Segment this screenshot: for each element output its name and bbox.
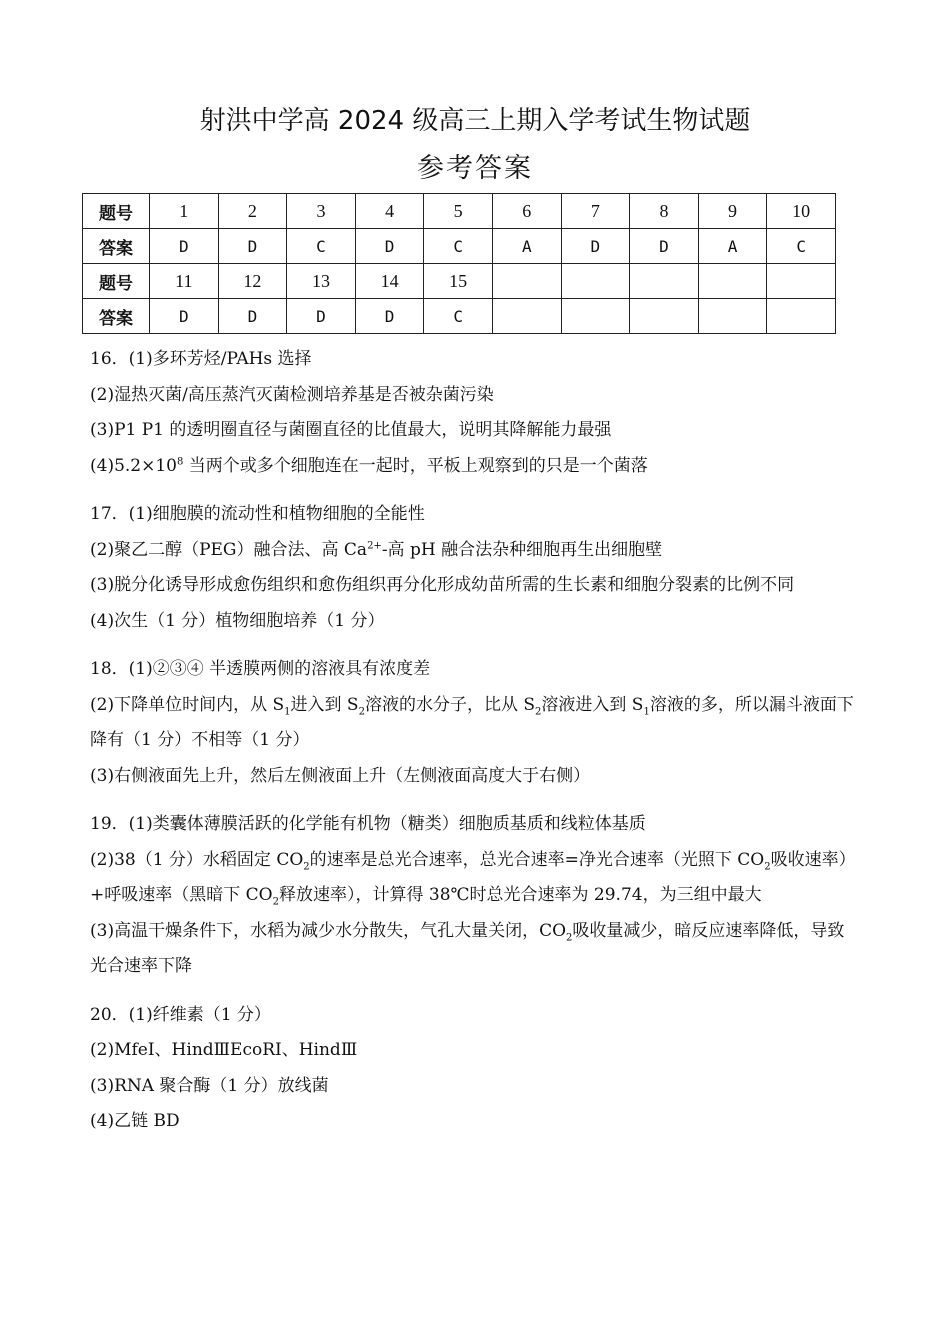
q16-part3: (3)P1 P1 的透明圈直径与菌圈直径的比值最大，说明其降解能力最强 xyxy=(90,420,612,440)
q18-part2-text: 溶液进入到 S xyxy=(541,694,644,715)
q18-part2 xyxy=(90,688,860,759)
answer-cell xyxy=(767,299,836,334)
q19-part2-text: 释放速率），计算得 38℃时总光合速率为 29.74，为三组中最大 xyxy=(278,885,762,905)
subscript: 2 xyxy=(764,860,771,872)
q19-part3-text: (3)高温干燥条件下，水稻为减少水分散失，气孔大量关闭，CO xyxy=(90,920,567,941)
page-subtitle: 参考答案 xyxy=(417,153,533,184)
q19-part2 xyxy=(90,843,860,914)
row-label-number: 题号 xyxy=(83,264,150,299)
answer-table xyxy=(82,193,836,334)
subscript: 2 xyxy=(358,705,365,717)
question-number xyxy=(767,264,836,299)
q19-part3 xyxy=(90,914,860,985)
superscript: 8 xyxy=(177,455,184,467)
q16-part4-text: (4)5.2×10 xyxy=(90,455,177,476)
subscript: 1 xyxy=(284,705,291,717)
q19-part3-text: 吸收量减少，暗反应速率降低，导致光合速率下降 xyxy=(90,920,845,976)
subscript: 2 xyxy=(272,896,279,908)
answer-cell: A xyxy=(492,229,561,264)
table-row xyxy=(83,264,836,299)
question-number: 3 xyxy=(287,194,356,229)
question-19 xyxy=(90,807,860,985)
q17-part1: 17．(1)细胞膜的流动性和植物细胞的全能性 xyxy=(90,504,425,524)
question-number xyxy=(698,264,767,299)
answer-cell: D xyxy=(218,299,287,334)
answer-cell xyxy=(492,299,561,334)
q16-part1: 16．(1)多环芳烃/PAHs 选择 xyxy=(90,349,312,369)
question-17 xyxy=(90,497,860,639)
row-label-number: 题号 xyxy=(83,194,150,229)
subscript: 2 xyxy=(535,705,542,717)
answer-cell: D xyxy=(218,229,287,264)
table-row xyxy=(83,194,836,229)
q17-part2 xyxy=(90,533,860,569)
q20-part4: (4)乙链 BD xyxy=(90,1111,180,1131)
superscript: 2+ xyxy=(367,539,382,551)
q18-part2-text: 溶液的多，所以漏斗液面下降有（1 分）不相等（1 分） xyxy=(90,694,854,750)
q19-part2-text: 的速率是总光合速率，总光合速率=净光合速率（光照下 CO xyxy=(309,849,765,870)
q17-part4: (4)次生（1 分）植物细胞培养（1 分） xyxy=(90,610,385,631)
question-number: 1 xyxy=(150,194,219,229)
q17-part2-text: -高 pH 融合法杂种细胞再生出细胞壁 xyxy=(381,539,663,560)
question-number: 14 xyxy=(355,264,424,299)
question-number: 2 xyxy=(218,194,287,229)
q18-part3: (3)右侧液面先上升，然后左侧液面上升（左侧液面高度大于右侧） xyxy=(90,765,591,786)
question-number xyxy=(492,264,561,299)
question-number xyxy=(630,264,699,299)
q18-part1: 18．(1)②③④ 半透膜两侧的溶液具有浓度差 xyxy=(90,659,431,679)
answer-cell: D xyxy=(150,299,219,334)
question-number: 5 xyxy=(424,194,493,229)
subscript: 1 xyxy=(643,705,650,717)
subscript: 2 xyxy=(566,931,573,943)
q18-part2-text: 进入到 S xyxy=(290,694,359,715)
q17-part3: (3)脱分化诱导形成愈伤组织和愈伤组织再分化形成幼苗所需的生长素和细胞分裂素的比例不同 xyxy=(90,575,795,595)
subscript: 2 xyxy=(303,860,310,872)
answer-cell: D xyxy=(150,229,219,264)
question-number: 10 xyxy=(767,194,836,229)
answer-cell: D xyxy=(630,229,699,264)
answer-cell xyxy=(630,299,699,334)
question-number: 13 xyxy=(287,264,356,299)
row-label-answer: 答案 xyxy=(83,299,150,334)
question-number: 11 xyxy=(150,264,219,299)
q18-part2-text: 溶液的水分子，比从 S xyxy=(364,694,536,715)
q16-part4-text: 当两个或多个细胞连在一起时，平板上观察到的只是一个菌落 xyxy=(183,455,648,476)
question-16 xyxy=(90,342,860,484)
q16-part4 xyxy=(90,449,860,485)
q20-part2: (2)MfeI、HindⅢEcoRI、HindⅢ xyxy=(90,1040,358,1060)
table-row xyxy=(83,299,836,334)
answer-cell: C xyxy=(424,229,493,264)
row-label-answer: 答案 xyxy=(83,229,150,264)
question-number: 8 xyxy=(630,194,699,229)
q19-part2-text: 吸收速率）+呼吸速率（黑暗下 CO xyxy=(90,849,856,905)
answer-cell: D xyxy=(561,229,630,264)
question-number xyxy=(561,264,630,299)
answer-cell: D xyxy=(355,299,424,334)
question-number: 7 xyxy=(561,194,630,229)
q20-part1: 20．(1)纤维素（1 分） xyxy=(90,1004,271,1025)
question-number: 6 xyxy=(492,194,561,229)
question-18 xyxy=(90,652,860,794)
answer-cell: C xyxy=(424,299,493,334)
q16-part2: (2)湿热灭菌/高压蒸汽灭菌检测培养基是否被杂菌污染 xyxy=(90,384,494,405)
answer-cell: C xyxy=(287,229,356,264)
question-number: 9 xyxy=(698,194,767,229)
answer-cell: A xyxy=(698,229,767,264)
question-20 xyxy=(90,998,860,1140)
q19-part2-text: (2)38（1 分）水稻固定 CO xyxy=(90,849,304,870)
answer-cell xyxy=(561,299,630,334)
answer-explanations xyxy=(90,342,860,1140)
question-number: 4 xyxy=(355,194,424,229)
q20-part3: (3)RNA 聚合酶（1 分）放线菌 xyxy=(90,1075,329,1096)
q18-part2-text: (2)下降单位时间内，从 S xyxy=(90,694,285,715)
answer-cell: D xyxy=(287,299,356,334)
q19-part1: 19．(1)类囊体薄膜活跃的化学能有机物（糖类）细胞质基质和线粒体基质 xyxy=(90,814,646,834)
answer-cell: D xyxy=(355,229,424,264)
page-title: 射洪中学高 2024 级高三上期入学考试生物试题 xyxy=(199,106,751,136)
table-row xyxy=(83,229,836,264)
question-number: 12 xyxy=(218,264,287,299)
question-number: 15 xyxy=(424,264,493,299)
answer-cell: C xyxy=(767,229,836,264)
answer-cell xyxy=(698,299,767,334)
q17-part2-text: (2)聚乙二醇（PEG）融合法、高 Ca xyxy=(90,539,368,560)
